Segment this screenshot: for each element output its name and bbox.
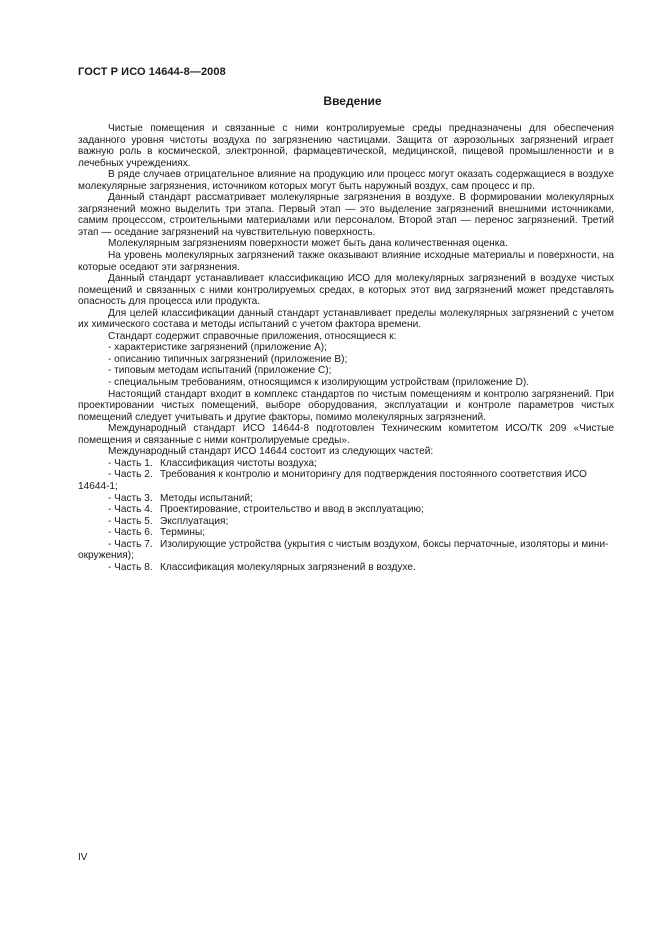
part-number: - Часть 4. xyxy=(108,504,153,516)
annex-item-c: - типовым методам испытаний (приложение С); xyxy=(108,365,332,377)
annex-item-a: - характеристике загрязнений (приложение А); xyxy=(108,342,327,354)
introduction-body xyxy=(78,123,614,573)
list-item-part-2 xyxy=(78,469,614,492)
section-title xyxy=(0,94,661,108)
paragraph-classification: Данный стандарт устанавливает классификацию ИСО для молекулярных загрязнений в воздухе чистых помещений и связанных с ними контролируемых средах, в которых этот вид загрязнений может представлять опасность для процесса или продукта. xyxy=(78,273,614,308)
part-number: - Часть 7. xyxy=(108,538,153,550)
page-number: IV xyxy=(78,852,88,863)
part-number: - Часть 5. xyxy=(108,515,153,527)
paragraph-limits: Для целей классификации данный стандарт устанавливает пределы молекулярных загрязнений с учетом их химического состава и методы испытаний с учетом фактора времени. xyxy=(78,307,614,331)
part-title: Термины; xyxy=(160,527,206,539)
list-item-part-4 xyxy=(78,504,614,516)
list-item-part-1 xyxy=(78,458,614,470)
paragraph-molecular-influence: В ряде случаев отрицательное влияние на продукцию или процесс могут оказать содержащиеся в воздухе молекулярные загрязнения, источником которых могут быть наружный воздух, сам процесс и пр. xyxy=(78,169,614,192)
part-title: Изолирующие устройства (укрытия с чистым воздухом, боксы перчаточные, изоляторы и мини-окружения); xyxy=(78,538,609,562)
paragraph-parts-intro: Международный стандарт ИСО 14644 состоит из следующих частей: xyxy=(108,446,434,458)
part-title: Эксплуатация; xyxy=(160,515,229,527)
list-item-part-6 xyxy=(78,527,614,539)
paragraph-scope: Данный стандарт рассматривает молекулярные загрязнения в воздухе. В формировании молекулярных загрязнений можно выделить три этапа. Первый этап — это выделение загрязнений внешними источниками, самим процессом, строительными материалами или персоналом. Второй этап — перенос загрязнений. Третий этап — оседание загрязнений на чувствительную поверхность. xyxy=(78,192,614,238)
annex-item-b: - описанию типичных загрязнений (приложение В); xyxy=(108,353,348,365)
section-title-text: Введение xyxy=(323,94,382,108)
list-item-part-5 xyxy=(78,516,614,528)
paragraph-purpose: Чистые помещения и связанные с ними контролируемые среды предназначены для обеспечения заданного уровня чистоты воздуха по загрязнению частицами. Защита от аэрозольных загрязнений играет важную роль в космической, электронной, фармацевтической, медицинской, пищевой промышленности и в лечебных учреждениях. xyxy=(78,123,614,169)
paragraph-annexes-intro: Стандарт содержит справочные приложения, относящиеся к: xyxy=(108,330,397,342)
annex-item-d: - специальным требованиям, относящимся к изолирующим устройствам (приложение D). xyxy=(108,377,530,389)
paragraph-series: Настоящий стандарт входит в комплекс стандартов по чистым помещениям и контролю загрязнений. При проектировании чистых помещений, выборе оборудования, эксплуатации и контроле параметров чистых помещений следует учитывать и другие факторы, помимо молекулярных загрязнений. xyxy=(78,388,614,423)
list-item-part-3 xyxy=(78,493,614,505)
part-title: Требования к контролю и мониторингу для подтверждения постоянного соответствия ИСО 14644-1; xyxy=(78,469,587,492)
part-number: - Часть 2. xyxy=(108,469,153,481)
part-title: Методы испытаний; xyxy=(160,492,253,504)
part-number: - Часть 6. xyxy=(108,527,153,539)
part-number: - Часть 8. xyxy=(108,561,153,573)
standard-designation: ГОСТ Р ИСО 14644-8—2008 xyxy=(78,66,226,78)
paragraph-materials: На уровень молекулярных загрязнений также оказывают влияние исходные материалы и поверхности, на которые оседают эти загрязнения. xyxy=(78,250,614,273)
part-title: Классификация чистоты воздуха; xyxy=(160,457,317,469)
part-number: - Часть 3. xyxy=(108,492,153,504)
paragraph-surface-assessment: Молекулярным загрязнениям поверхности может быть дана количественная оценка. xyxy=(108,238,508,250)
list-item-part-8 xyxy=(78,562,614,574)
part-number: - Часть 1. xyxy=(108,457,153,469)
part-title: Проектирование, строительство и ввод в эксплуатацию; xyxy=(160,504,424,516)
part-title: Классификация молекулярных загрязнений в воздухе. xyxy=(160,561,416,573)
paragraph-committee: Международный стандарт ИСО 14644-8 подготовлен Техническим комитетом ИСО/ТК 209 «Чистые помещения и связанные с ними контролируемые среды». xyxy=(78,423,614,446)
list-item-part-7 xyxy=(78,539,614,562)
